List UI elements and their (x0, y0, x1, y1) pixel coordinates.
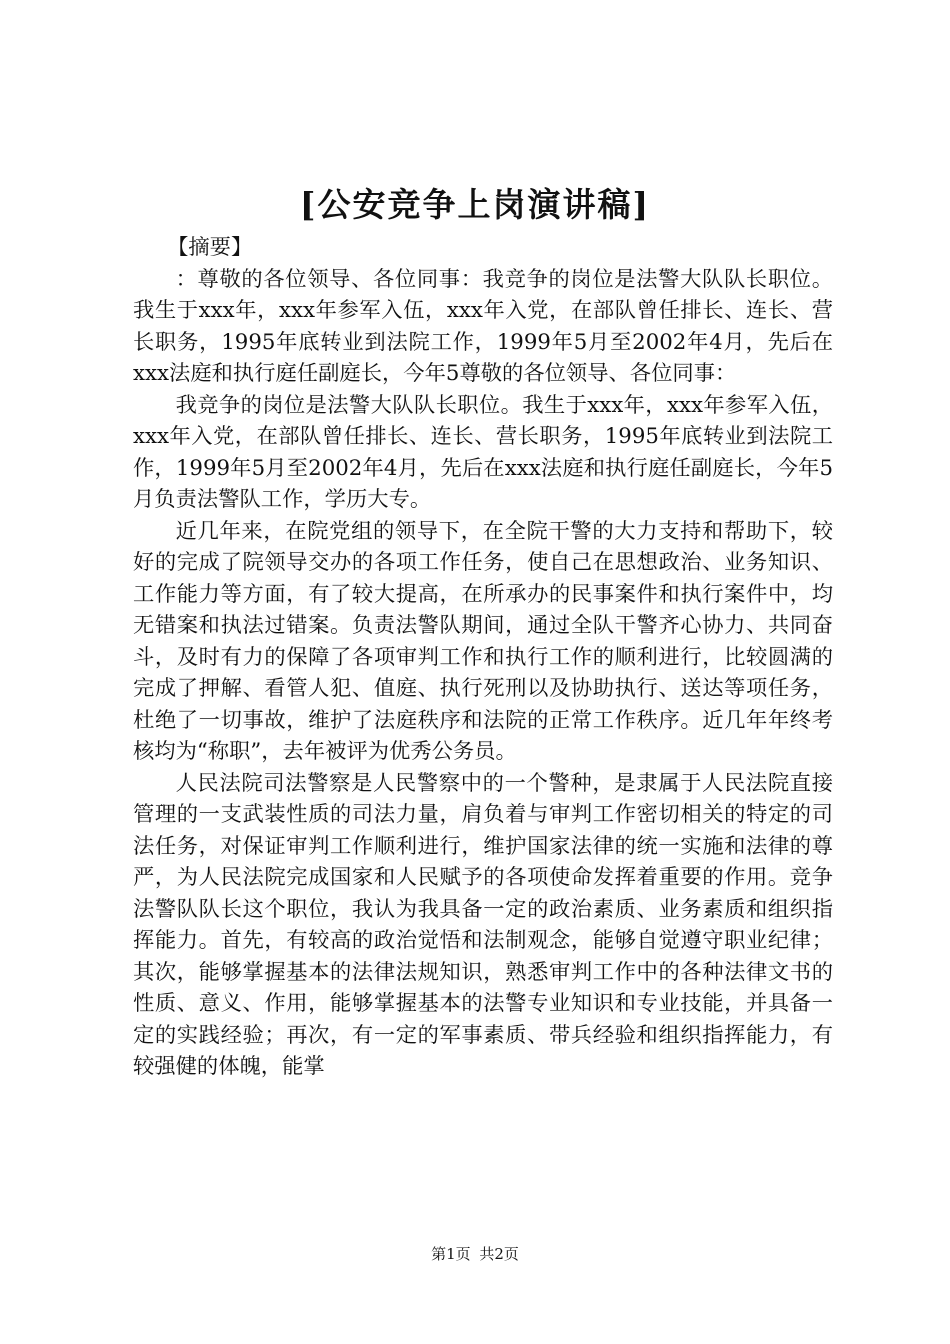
paragraph-3: 近几年来，在院党组的领导下，在全院干警的大力支持和帮助下，较好的完成了院领导交办的各项工作任务，使自己在思想政治、业务知识、工作能力等方面，有了较大提高，在所承办的民事案件和执行案件中，均无错案和执法过错案。负责法警队期间，通过全队干警齐心协力、共同奋斗，及时有力的保障了各项审判工作和执行工作的顺利进行，比较圆满的完成了押解、看管人犯、值庭、执行死刑以及协助执行、送达等项任务，杜绝了一切事故，维护了法庭秩序和法院的正常工作秩序。近几年年终考核均为“称职”，去年被评为优秀公务员。 (133, 518, 833, 764)
page-number: 第1页 (431, 1245, 471, 1263)
document-title: [公安竞争上岗演讲稿] (299, 185, 651, 224)
paragraph-2: 我竞争的岗位是法警大队队长职位。我生于xxx年，xxx年参军入伍，xxx年入党，在部队曾任排长、连长、营长职务，1995年底转业到法院工作，1999年5月至2002年4月，先后在xxx法庭和执行庭任副庭长，今年5月负责法警队工作，学历大专。 (133, 392, 833, 512)
document-body (133, 232, 833, 1083)
page-total: 共2页 (479, 1245, 519, 1263)
summary-label: 【摘要】 (167, 235, 253, 260)
page-footer (0, 1243, 950, 1265)
paragraph-1: ：尊敬的各位领导、各位同事：我竞争的岗位是法警大队队长职位。我生于xxx年，xxx年参军入伍，xxx年入党，在部队曾任排长、连长、营长职务，1995年底转业到法院工作，1999年5月至2002年4月，先后在xxx法庭和执行庭任副庭长，今年5尊敬的各位领导、各位同事： (133, 266, 833, 386)
paragraph-4: 人民法院司法警察是人民警察中的一个警种，是隶属于人民法院直接管理的一支武装性质的司法力量，肩负着与审判工作密切相关的特定的司法任务，对保证审判工作顺利进行，维护国家法律的统一实施和法律的尊严，为人民法院完成国家和人民赋予的各项使命发挥着重要的作用。竞争法警队队长这个职位，我认为我具备一定的政治素质、业务素质和组织指挥能力。首先，有较高的政治觉悟和法制观念，能够自觉遵守职业纪律；其次，能够掌握基本的法律法规知识，熟悉审判工作中的各种法律文书的性质、意义、作用，能够掌握基本的法警专业知识和专业技能，并具备一定的实践经验；再次，有一定的军事素质、带兵经验和组织指挥能力，有较强健的体魄，能掌 (133, 770, 833, 1079)
